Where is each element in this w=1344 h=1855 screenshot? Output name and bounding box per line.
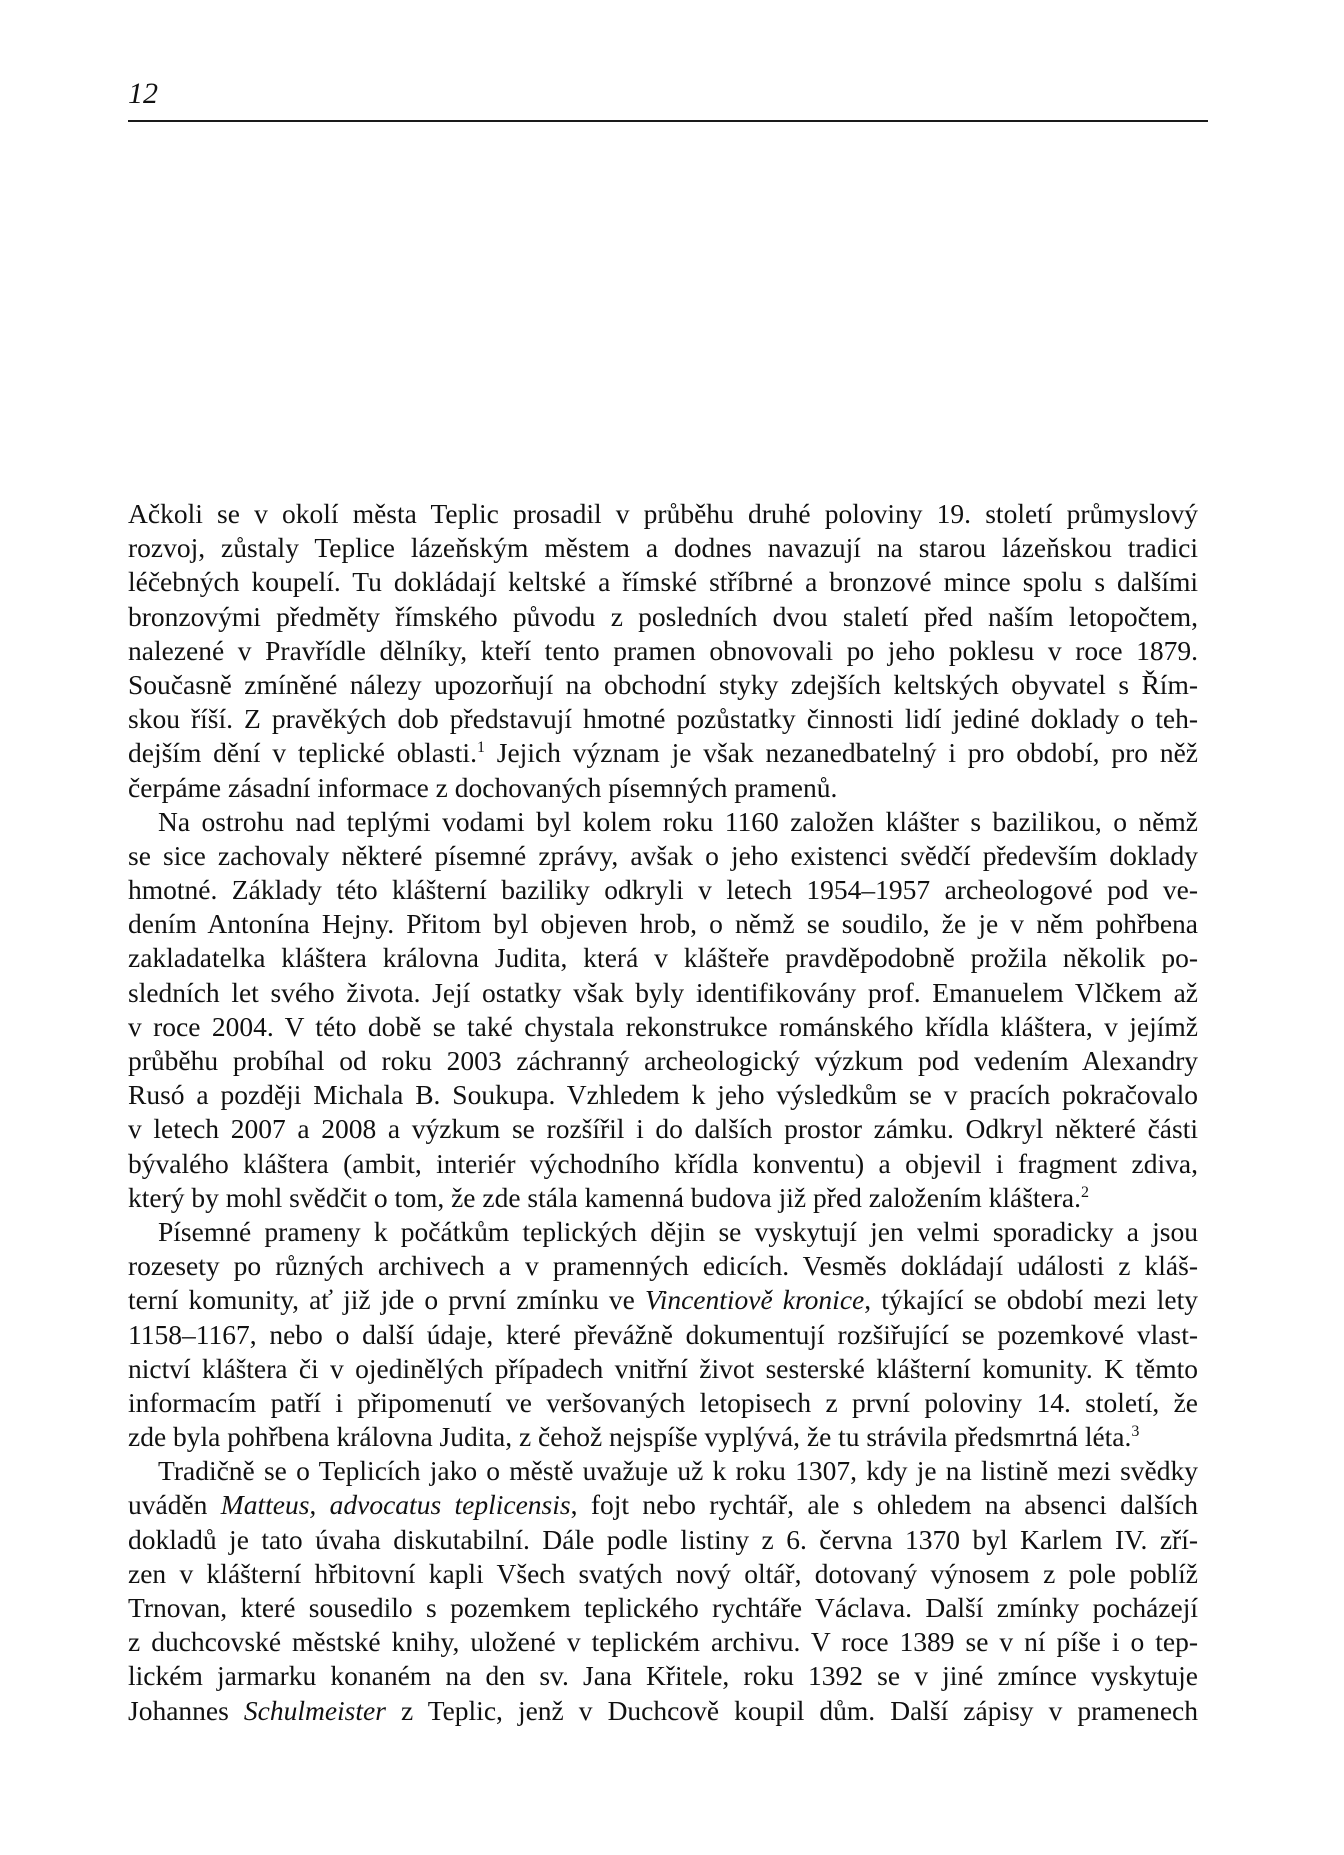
line-content xyxy=(128,873,1198,907)
line-content xyxy=(128,1625,1198,1659)
line-content xyxy=(128,907,1198,941)
text-run: uváděn xyxy=(128,1489,221,1521)
paragraph-first-line xyxy=(128,805,1198,839)
footnote-ref: 3 xyxy=(1131,1423,1140,1441)
text-run: hmotné. Základy této klášterní baziliky odkryli v letech 1954–1957 archeologové pod ve- xyxy=(128,874,1198,906)
line-content xyxy=(128,1249,1198,1283)
line-content xyxy=(128,1318,1198,1352)
text-line xyxy=(128,1488,1198,1522)
line-content xyxy=(128,1420,1198,1454)
text-run: nalezené v Pravřídle dělníky, kteří tento pramen obnovovali po jeho poklesu v roce 1879. xyxy=(128,634,1198,666)
text-line xyxy=(128,634,1198,668)
text-line xyxy=(128,1625,1198,1659)
text-line xyxy=(128,1523,1198,1557)
line-content xyxy=(158,1215,1198,1249)
line-content xyxy=(128,1181,1198,1215)
line-content xyxy=(128,736,1198,770)
text-run: zakladatelka kláštera královna Judita, která v klášteře pravděpodobně prožila několik po- xyxy=(128,942,1198,974)
body-text xyxy=(128,497,1198,1728)
text-line xyxy=(128,1044,1198,1078)
text-run: rozesety po různých archivech a v pramenných edicích. Vesměs dokládají události z kláš- xyxy=(128,1250,1198,1282)
text-run: , týkající se období mezi lety xyxy=(864,1284,1198,1316)
text-line xyxy=(128,1010,1198,1044)
text-run: Jejich význam je však nezanedbatelný i pro období, pro něž xyxy=(484,737,1198,769)
line-content xyxy=(128,668,1198,702)
text-line xyxy=(128,1557,1198,1591)
text-run: , fojt nebo rychtář, ale s ohledem na absenci dalších xyxy=(570,1489,1198,1521)
line-content xyxy=(128,1147,1198,1181)
text-line xyxy=(128,1659,1198,1693)
page-number: 12 xyxy=(128,77,158,110)
text-run: informacím patří i připomenutí ve veršovaných letopisech z první poloviny 14. století, že xyxy=(128,1386,1198,1418)
line-content xyxy=(128,1488,1198,1522)
text-run: terní komunity, ať již jde o první zmínku ve xyxy=(128,1284,645,1316)
text-line xyxy=(128,1283,1198,1317)
text-line xyxy=(128,565,1198,599)
text-line xyxy=(128,1591,1198,1625)
text-run: Písemné prameny k počátkům teplických dějin se vyskytují jen velmi sporadicky a jsou xyxy=(158,1215,1198,1247)
italic-text: Schulmeister xyxy=(243,1694,386,1726)
paragraph-first-line xyxy=(128,1215,1198,1249)
line-content xyxy=(128,1659,1198,1693)
text-line xyxy=(128,976,1198,1010)
text-line xyxy=(128,941,1198,975)
text-run: v roce 2004. V této době se také chystala rekonstrukce románského křídla kláštera, v jejímž xyxy=(128,1010,1198,1042)
line-content xyxy=(128,771,1198,805)
line-content xyxy=(128,1112,1198,1146)
text-line xyxy=(128,1112,1198,1146)
line-content xyxy=(128,1044,1198,1078)
text-run: Rusó a později Michala B. Soukupa. Vzhledem k jeho výsledkům se v pracích pokračovalo xyxy=(128,1079,1198,1111)
line-content xyxy=(128,1010,1198,1044)
text-run: se sice zachovaly některé písemné zprávy, avšak o jeho existenci svědčí především doklady xyxy=(128,839,1198,871)
text-line xyxy=(128,1694,1198,1728)
text-run: který by mohl svědčit o tom, že zde stála kamenná budova již před založením kláštera. xyxy=(128,1181,1081,1213)
text-run: čerpáme zásadní informace z dochovaných písemných pramenů. xyxy=(128,771,838,803)
line-content xyxy=(128,1352,1198,1386)
text-run: z duchcovské městské knihy, uložené v teplickém archivu. V roce 1389 se v ní píše i o tep- xyxy=(128,1626,1198,1658)
line-content xyxy=(128,941,1198,975)
line-content xyxy=(128,1386,1198,1420)
line-content xyxy=(128,976,1198,1010)
text-run: léčebných koupelí. Tu dokládají keltské a římské stříbrné a bronzové mince spolu s dalšími xyxy=(128,566,1198,598)
text-line xyxy=(128,873,1198,907)
footnote-ref: 2 xyxy=(1081,1183,1089,1201)
line-content xyxy=(158,1454,1198,1488)
text-run: bronzovými předměty římského původu z posledních dvou staletí před naším letopočtem, xyxy=(128,600,1198,632)
text-line xyxy=(128,531,1198,565)
text-run: nictví kláštera či v ojedinělých případech vnitřní život sesterské klášterní komunity. K těmto xyxy=(128,1352,1198,1384)
text-run: Johannes xyxy=(128,1694,244,1726)
footnote-ref: 1 xyxy=(476,739,485,757)
text-run: sledních let svého života. Její ostatky však byly identifikovány prof. Emanuelem Vlčkem až xyxy=(128,976,1198,1008)
text-run: dejším dění v teplické oblasti. xyxy=(128,737,477,769)
text-run: Ačkoli se v okolí města Teplic prosadil v průběhu druhé poloviny 19. století průmyslový xyxy=(128,498,1198,529)
text-run: lickém jarmarku konaném na den sv. Jana Křitele, roku 1392 se v jiné zmínce vyskytuje xyxy=(128,1660,1198,1692)
text-run: zde byla pohřbena královna Judita, z čehož nejspíše vyplývá, že tu strávila předsmrtná léta. xyxy=(128,1421,1132,1453)
line-content xyxy=(128,839,1198,873)
text-run: rozvoj, zůstaly Teplice lázeňským městem a dodnes navazují na starou lázeňskou tradici xyxy=(128,532,1198,564)
header-rule xyxy=(128,120,1208,122)
line-content xyxy=(128,634,1198,668)
text-run: skou říší. Z pravěkých dob představují hmotné pozůstatky činnosti lidí jediné doklady o teh- xyxy=(128,703,1198,735)
text-line xyxy=(128,702,1198,736)
text-run: Současně zmíněné nálezy upozorňují na obchodní styky zdejších keltských obyvatel s Řím- xyxy=(128,668,1198,700)
italic-text: Vincentiově kronice xyxy=(644,1284,865,1316)
text-run: Na ostrohu nad teplými vodami byl kolem roku 1160 založen klášter s bazilikou, o němž xyxy=(158,805,1198,837)
text-run: 1158–1167, nebo o další údaje, které převážně dokumentují rozšiřující se pozemkové vlast- xyxy=(128,1318,1198,1350)
text-line xyxy=(128,771,1198,805)
text-line xyxy=(128,1420,1198,1454)
line-content xyxy=(158,805,1198,839)
line-content xyxy=(128,565,1198,599)
text-line xyxy=(128,839,1198,873)
text-line xyxy=(128,1147,1198,1181)
text-line xyxy=(128,1318,1198,1352)
line-content xyxy=(128,1694,1198,1728)
text-run: Trnovan, které sousedilo s pozemkem teplického rychtáře Václava. Další zmínky pocházejí xyxy=(128,1592,1198,1623)
line-content xyxy=(128,1591,1198,1625)
line-content xyxy=(128,1078,1198,1112)
line-content xyxy=(128,1557,1198,1591)
text-run: v letech 2007 a 2008 a výzkum se rozšířil i do dalších prostor zámku. Odkryl některé části xyxy=(128,1113,1198,1145)
text-run: zen v klášterní hřbitovní kapli Všech svatých nový oltář, dotovaný výnosem z pole poblíž xyxy=(128,1557,1198,1589)
line-content xyxy=(128,497,1198,531)
italic-text: Matteus, advocatus teplicensis xyxy=(220,1489,571,1521)
text-run: Tradičně se o Teplicích jako o městě uvažuje už k roku 1307, kdy je na listině mezi svědky xyxy=(158,1455,1198,1487)
text-line xyxy=(128,1078,1198,1112)
text-run: průběhu probíhal od roku 2003 záchranný archeologický výzkum pod vedením Alexandry xyxy=(128,1045,1198,1076)
line-content xyxy=(128,600,1198,634)
text-line xyxy=(128,907,1198,941)
line-content xyxy=(128,1523,1198,1557)
text-line xyxy=(128,668,1198,702)
text-line xyxy=(128,600,1198,634)
text-line xyxy=(128,497,1198,531)
line-content xyxy=(128,1283,1198,1317)
paragraph-first-line xyxy=(128,1454,1198,1488)
text-run: z Teplic, jenž v Duchcově koupil dům. Další zápisy v pramenech xyxy=(385,1694,1198,1726)
text-run: dokladů je tato úvaha diskutabilní. Dále podle listiny z 6. června 1370 byl Karlem IV. zří- xyxy=(128,1523,1198,1555)
text-run: dením Antonína Hejny. Přitom byl objeven hrob, o němž se soudilo, že je v něm pohřbena xyxy=(128,908,1198,940)
text-line xyxy=(128,736,1198,770)
text-line xyxy=(128,1352,1198,1386)
text-line xyxy=(128,1386,1198,1420)
line-content xyxy=(128,702,1198,736)
text-line xyxy=(128,1249,1198,1283)
text-run: bývalého kláštera (ambit, interiér východního křídla konventu) a objevil i fragment zdiva, xyxy=(128,1147,1198,1179)
text-line xyxy=(128,1181,1198,1215)
line-content xyxy=(128,531,1198,565)
